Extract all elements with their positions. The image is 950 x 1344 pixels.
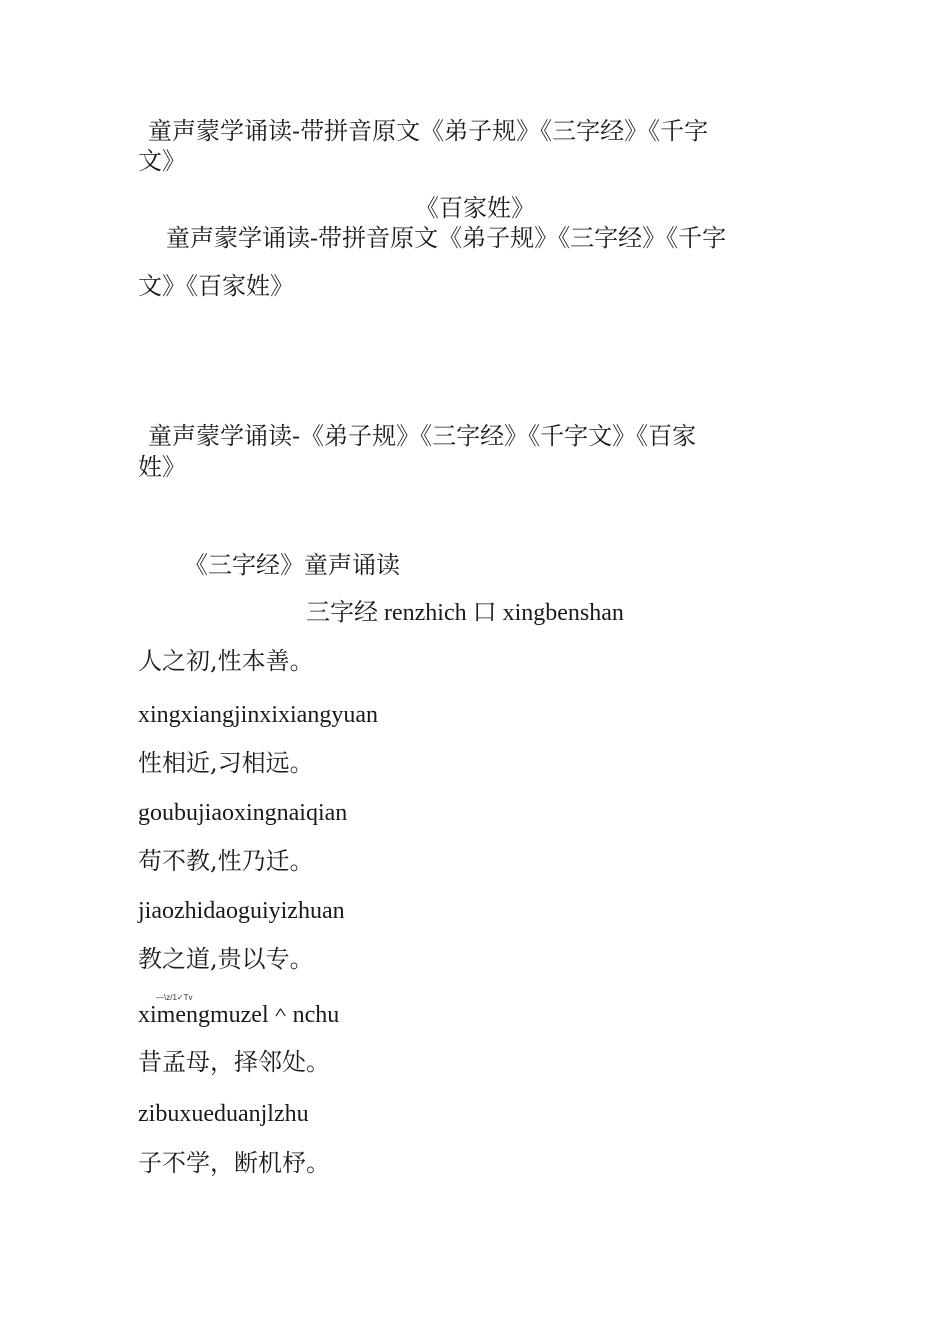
verse-line: 子不学，断机杼。 bbox=[138, 1149, 330, 1177]
verse-line: 苟不教,性乃迁。 bbox=[138, 847, 314, 875]
repeated-title-line-2: 文》《百家姓》 bbox=[138, 272, 294, 300]
document-title-line-3: 《百家姓》 bbox=[415, 194, 535, 222]
verse-line: 性相近,习相远。 bbox=[138, 749, 314, 777]
intro-pinyin-line: 三字经 renzhich 口 xingbenshan bbox=[306, 600, 624, 626]
subtitle-line-1: 童声蒙学诵读-《弟子规》《三字经》《千字文》《百家 bbox=[148, 422, 697, 450]
verse-line: 人之初,性本善。 bbox=[138, 647, 314, 675]
subtitle-line-2: 姓》 bbox=[138, 453, 186, 481]
repeated-title-line-1: 童声蒙学诵读-带拼音原文《弟子规》《三字经》《千字 bbox=[166, 224, 727, 252]
verse-line: 教之道,贵以专。 bbox=[138, 945, 314, 973]
document-title-line-1: 童声蒙学诵读-带拼音原文《弟子规》《三字经》《千字 bbox=[148, 117, 709, 145]
pinyin-line: ximengmuzel＾nchu bbox=[138, 1002, 340, 1028]
tone-marks: —\z/1✓Tv bbox=[156, 993, 193, 1002]
verse-line: 昔孟母，择邻处。 bbox=[138, 1048, 330, 1076]
pinyin-line: jiaozhidaoguiyizhuan bbox=[138, 898, 345, 924]
pinyin-line: goubujiaoxingnaiqian bbox=[138, 800, 348, 826]
pinyin-line: xingxiangjinxixiangyuan bbox=[138, 702, 378, 728]
section-heading: 《三字经》童声诵读 bbox=[184, 551, 400, 579]
document-title-line-2: 文》 bbox=[138, 147, 186, 175]
pinyin-line: zibuxueduanjlzhu bbox=[138, 1101, 309, 1127]
